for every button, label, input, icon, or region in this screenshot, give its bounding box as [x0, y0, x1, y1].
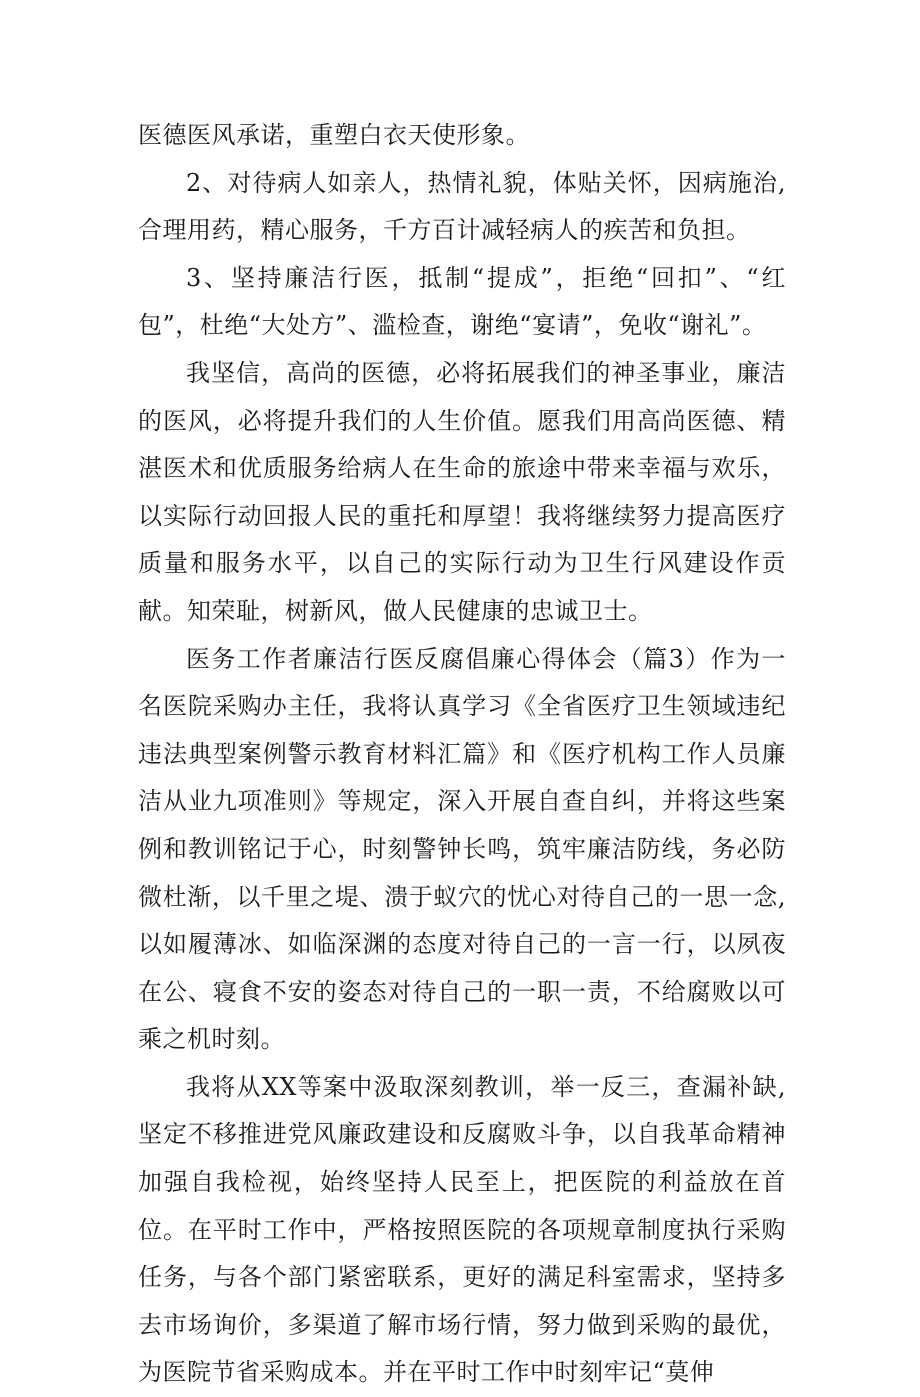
- document-body: [138, 112, 786, 1397]
- paragraph-5: 医务工作者廉洁行医反腐倡廉心得体会（篇3）作为一名医院采购办主任，我将认真学习《全省医疗卫生领域违纪违法典型案例警示教育材料汇篇》和《医疗机构工作人员廉洁从业九项准则》等规定，深入开展自查自纠，并将这些案例和教训铭记于心，时刻警钟长鸣，筑牢廉洁防线，务必防微杜渐，以千里之堤、溃于蚁穴的忧心对待自己的一思一念,以如履薄冰、如临深渊的态度对待自己的一言一行，以夙夜在公、寝食不安的姿态对待自己的一职一责，不给腐败以可乘之机时刻。: [138, 644, 786, 1054]
- paragraph-1: 医德医风承诺，重塑白衣天使形象。: [138, 121, 530, 149]
- paragraph-6: 我将从XX等案中汲取深刻教训，举一反三，查漏补缺,坚定不移推进党风廉政建设和反腐败斗争，以自我革命精神加强自我检视，始终坚持人民至上，把医院的利益放在首位。在平时工作中，严格按照医院的各项规章制度执行采购任务，与各个部门紧密联系，更好的满足科室需求，坚持多去市场询价，多渠道了解市场行情，努力做到采购的最优，为医院节省采购成本。并在平时工作中时刻牢记“莫伸: [138, 1072, 786, 1387]
- paragraph-3: 3、坚持廉洁行医，抵制“提成”，拒绝“回扣”、“红包”，杜绝“大处方”、滥检查，谢绝“宴请”，免收“谢礼”。: [138, 263, 786, 340]
- paragraph-4: 我坚信，高尚的医德，必将拓展我们的神圣事业，廉洁的医风，必将提升我们的人生价值。愿我们用高尚医德、精湛医术和优质服务给病人在生命的旅途中带来幸福与欢乐，以实际行动回报人民的重托和厚望！我将继续努力提高医疗质量和服务水平，以自己的实际行动为卫生行风建设作贡献。知荣耻，树新风，做人民健康的忠诚卫士。: [138, 358, 786, 625]
- paragraph-2: 2、对待病人如亲人，热情礼貌，体贴关怀，因病施治,合理用药，精心服务，千方百计减轻病人的疾苦和负担。: [138, 168, 786, 245]
